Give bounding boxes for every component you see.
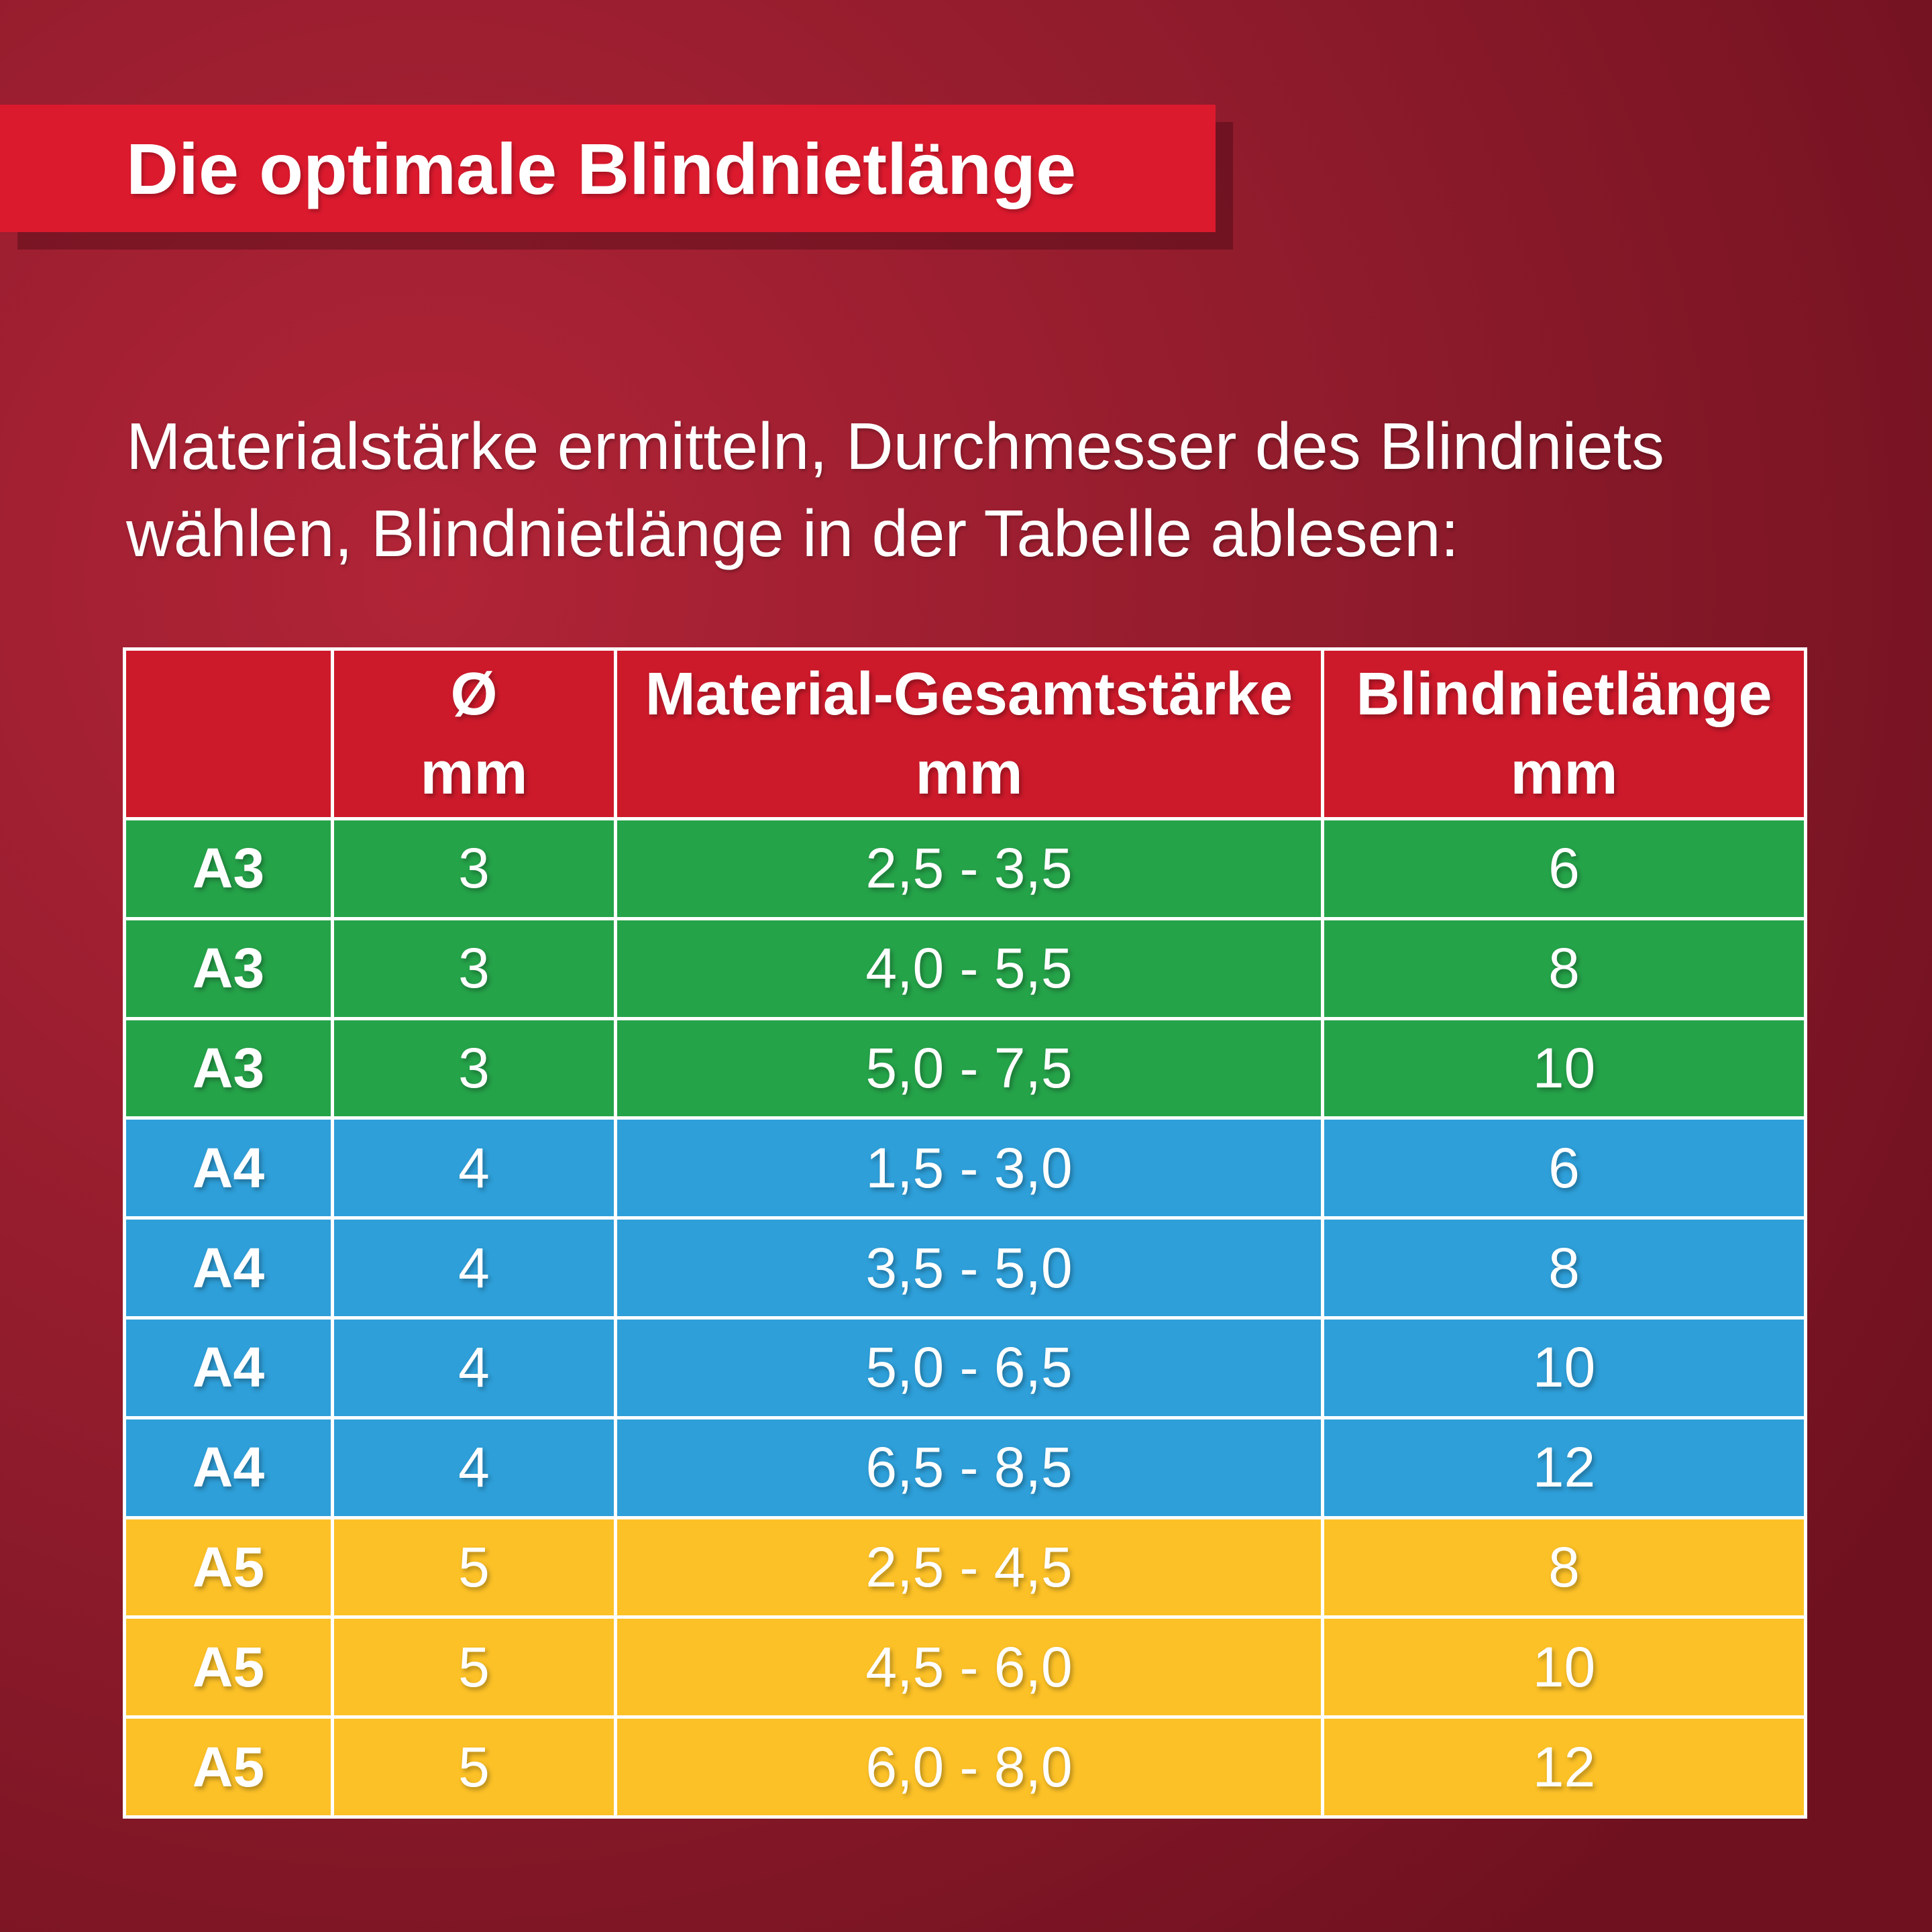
title-banner [0,105,1216,232]
row-label-cell: A5 [126,1719,331,1815]
diameter-cell: 3 [334,820,614,917]
intro-line-2: wählen, Blindnietlänge in der Tabelle ablesen: [126,496,1459,570]
diameter-cell: 3 [334,1020,614,1117]
diameter-cell: 5 [334,1519,614,1616]
header-length-label: Blindnietlänge [1356,661,1772,728]
row-label-cell: A5 [126,1619,331,1715]
diameter-cell: 4 [334,1320,614,1416]
page-title: Die optimale Blindnietlänge [126,127,1077,209]
rivet-length-cell: 8 [1324,1519,1804,1616]
diameter-cell: 5 [334,1719,614,1815]
header-cell-empty [126,651,331,817]
material-range-cell: 5,0 - 6,5 [617,1320,1321,1416]
material-range-cell: 4,5 - 6,0 [617,1619,1321,1715]
diameter-cell: 4 [334,1419,614,1516]
intro-text [126,402,1664,577]
rivet-length-cell: 10 [1324,1020,1804,1117]
header-cell-material-range [617,651,1321,817]
material-range-cell: 2,5 - 4,5 [617,1519,1321,1616]
row-label-cell: A4 [126,1120,331,1216]
diameter-cell: 4 [334,1220,614,1316]
header-cell-rivet-length [1324,651,1804,817]
rivet-size-table [123,647,1807,1819]
row-label-cell: A4 [126,1220,331,1316]
material-range-cell: 2,5 - 3,5 [617,820,1321,917]
header-length-unit: mm [1510,740,1618,807]
rivet-length-cell: 8 [1324,920,1804,1017]
material-range-cell: 1,5 - 3,0 [617,1120,1321,1216]
rivet-length-cell: 10 [1324,1320,1804,1416]
row-label-cell: A4 [126,1320,331,1416]
header-material-label: Material-Gesamtstärke [645,661,1293,728]
rivet-length-cell: 6 [1324,820,1804,917]
rivet-length-cell: 12 [1324,1719,1804,1815]
header-cell-diameter [334,651,614,817]
rivet-length-cell: 6 [1324,1120,1804,1216]
diameter-cell: 4 [334,1120,614,1216]
rivet-length-cell: 12 [1324,1419,1804,1516]
rivet-length-cell: 8 [1324,1220,1804,1316]
material-range-cell: 4,0 - 5,5 [617,920,1321,1017]
row-label-cell: A3 [126,1020,331,1117]
header-diameter-symbol: Ø [450,661,498,728]
diameter-cell: 3 [334,920,614,1017]
row-label-cell: A5 [126,1519,331,1616]
material-range-cell: 3,5 - 5,0 [617,1220,1321,1316]
material-range-cell: 6,0 - 8,0 [617,1719,1321,1815]
rivet-length-cell: 10 [1324,1619,1804,1715]
row-label-cell: A4 [126,1419,331,1516]
header-material-unit: mm [915,740,1023,807]
row-label-cell: A3 [126,920,331,1017]
row-label-cell: A3 [126,820,331,917]
diameter-cell: 5 [334,1619,614,1715]
header-diameter-unit: mm [420,740,528,807]
intro-line-1: Materialstärke ermitteln, Durchmesser des Blindniets [126,409,1664,483]
material-range-cell: 5,0 - 7,5 [617,1020,1321,1117]
material-range-cell: 6,5 - 8,5 [617,1419,1321,1516]
